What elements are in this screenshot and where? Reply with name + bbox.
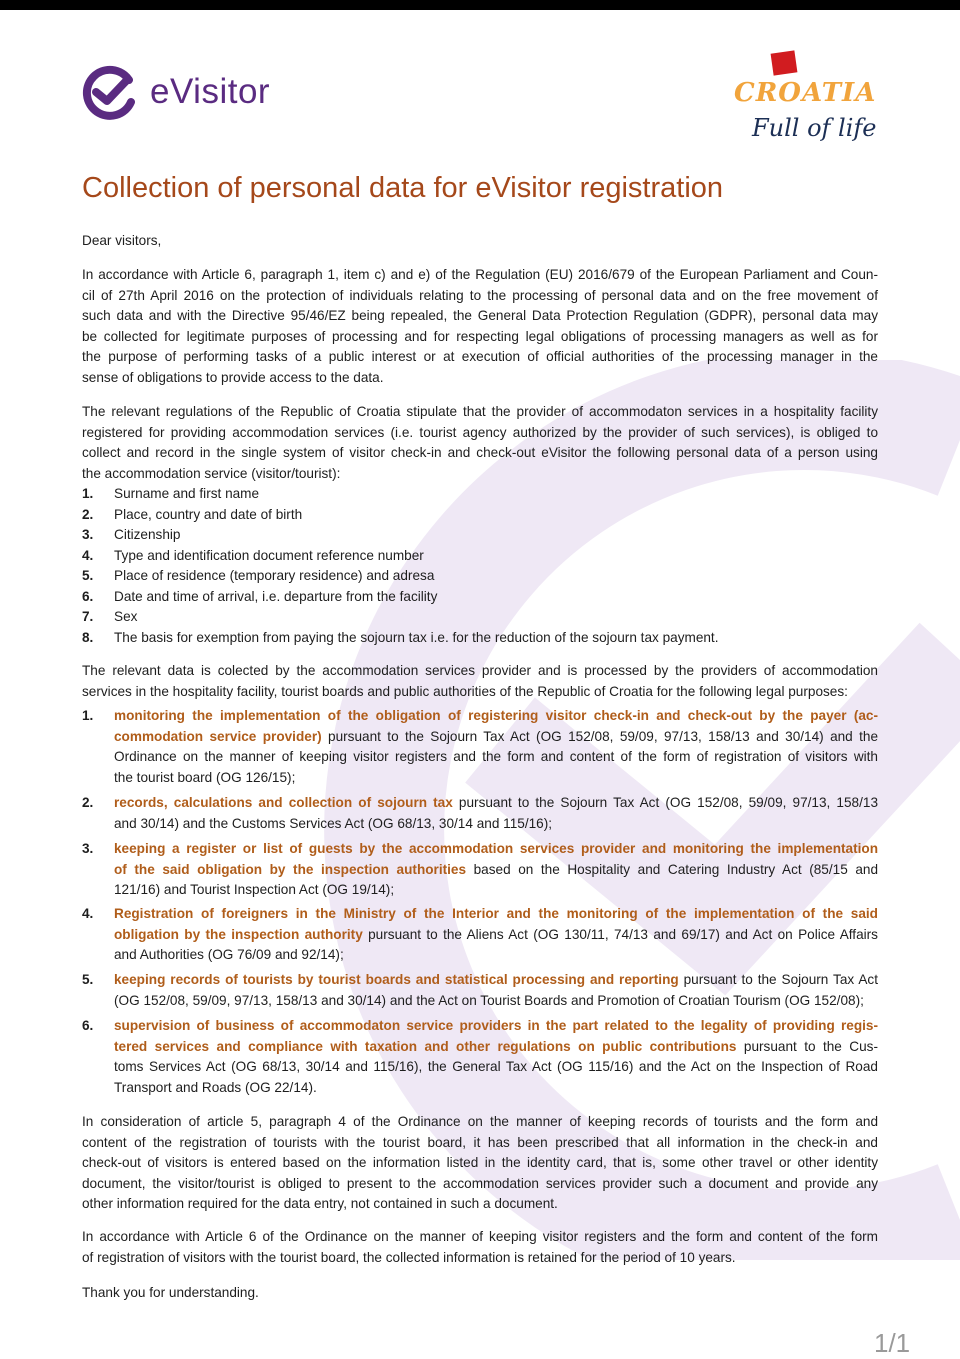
text-line: content of the registration of tourists with the tourist board, it has been prescribed that all information in the check-in and [82,1134,878,1150]
list-item-number: 2. [82,506,94,522]
highlighted-purpose: keeping records of tourists by tourist boards and statistical processing and reporting [114,972,679,987]
purpose-text [114,793,878,834]
list-item-number: 5. [82,568,94,583]
text-line: other information required for the data entry, not contained in such a document. [82,1196,558,1211]
purpose-legal-basis: pursuant to the Sojourn Tax Act (OG 152/08, 59/09, 97/13, 158/13 [452,795,879,810]
purpose-text [114,706,878,788]
list-item-number: 1. [82,486,94,501]
text-line [114,904,878,925]
list-item-text: Type and identification document reference number [114,547,424,563]
purpose-number: 3. [82,841,94,856]
text-line: document, the visitor/tourist is obliged to present to the accommodation services provider such a document and provide any [82,1175,878,1191]
evisitor-check-icon [80,62,140,122]
page-indicator: 1/1 [874,1328,911,1358]
purpose-legal-basis: 121/16) and Tourist Inspection Act (OG 19/14); [114,882,395,897]
text-line [114,970,878,991]
text-line: The relevant data is colected by the accommodation services provider and is processed by the providers of accommodation [82,663,878,678]
text-line: check-out of visitors is entered based on the information listed in the identity card, that is, some other travel or other identity [82,1155,878,1170]
list-item-text: Date and time of arrival, i.e. departure from the facility [114,588,438,604]
purpose-number: 6. [82,1018,94,1033]
highlighted-purpose: tered services and compliance with taxation and other regulations on public contributions [114,1038,737,1054]
croatia-logo [730,52,890,152]
purpose-legal-basis: toms Services Act (OG 68/13, 30/14 and 115/16), the General Tax Act (OG 115/16) and the Act on the Inspection of Road [114,1059,878,1074]
closing-text: Thank you for understanding. [82,1285,259,1300]
text-line [114,860,878,881]
highlighted-purpose: records, calculations and collection of sojourn tax [114,795,453,810]
text-line: In accordance with Article 6 of the Ordinance on the manner of keeping visitor registers and the form and content of the form [82,1229,878,1244]
highlighted-purpose: keeping a register or list of guests by the accommodation services provider and monitoring the implementation [114,841,878,856]
purposes-intro-paragraph [82,661,878,702]
purpose-text [114,1016,878,1098]
regulations-paragraph [82,402,878,484]
list-item-text: Place, country and date of birth [114,506,303,522]
intro-paragraph [82,265,878,388]
purpose-legal-basis: and 30/14) and the Customs Services Act (OG 68/13, 30/14 and 115/16); [114,815,553,831]
text-line [114,747,878,768]
text-line: sense of obligations to provide access to the data. [82,369,384,385]
purpose-number: 4. [82,906,94,921]
croatia-logo-square [771,50,798,75]
text-line: collect and record in the single system of visitor check-in and check-out eVisitor the following personal data of a person using [82,445,878,460]
highlighted-purpose: Registration of foreigners in the Ministry of the Interior and the monitoring of the implementation of the said [114,906,878,921]
page-title: Collection of personal data for eVisitor registration [82,172,724,204]
text-line [114,945,878,966]
purpose-text [114,970,878,1011]
purpose-text [114,839,878,901]
purpose-legal-basis: pursuant to the Aliens Act (OG 130/11, 74/13 and 69/17) and Act on Police Affairs [362,926,878,942]
text-line [114,991,878,1012]
text-line: registered for providing accommodation services (i.e. tourist agency authorized by the provider of such services), is obliged to [82,424,878,440]
text-line: be collected for legitimate purposes of processing and for respecting legal obligations of processing managers as well as for [82,328,878,344]
text-line [114,1078,878,1099]
text-line: such data and with the Directive 95/46/EZ being repealed, the General Data Protection Regulation (GDPR), personal data may [82,308,878,323]
evisitor-logo [80,60,280,124]
list-item-number: 8. [82,629,94,645]
list-item-text: Sex [114,609,138,624]
text-line [114,706,878,727]
purpose-legal-basis: pursuant to the Sojourn Tax Act (OG 152/08, 59/09, 97/13, 158/13 and 30/14) and the [321,728,879,744]
highlighted-purpose: monitoring the implementation of the obligation of registering visitor check-in and check-out by the payer (ac- [114,708,878,723]
greeting: Dear visitors, [82,233,162,248]
text-line [114,1057,878,1078]
purpose-legal-basis: Transport and Roads (OG 22/14). [114,1079,317,1095]
retention-paragraph [82,1227,878,1268]
purpose-legal-basis: based on the Hospitality and Catering Industry Act (85/15 and [466,861,879,877]
list-item-text: Place of residence (temporary residence) and adresa [114,568,435,583]
purpose-legal-basis: pursuant to the Sojourn Tax Act [678,972,878,987]
consideration-paragraph [82,1112,878,1215]
text-line [114,839,878,860]
list-item-text: Citizenship [114,527,181,542]
purpose-number: 2. [82,795,94,810]
text-line: the purpose of performing tasks of a public interest or at execution of official authorities of the processing manager in the [82,349,878,364]
purpose-legal-basis: Ordinance on the manner of keeping visitor registers and the form and content of the form of registration of visitors with [114,749,878,764]
text-line: services in the hospitality facility, tourist boards and public authorities of the Republic of Croatia for the following legal purposes: [82,683,848,699]
text-line [114,814,878,835]
text-line: The relevant regulations of the Republic of Croatia stipulate that the provider of accommodaton services in a hospitality facility [82,404,878,419]
text-line: cil of 27th April 2016 on the protection of individuals relating to the processing of personal data and on the free movement of [82,287,878,303]
text-line [114,768,878,789]
purpose-text [114,904,878,966]
text-line [114,925,878,946]
purpose-legal-basis: and Authorities (OG 76/09 and 92/14); [114,947,344,962]
highlighted-purpose: commodation service provider) [114,728,322,744]
text-line: of registration of visitors with the tourist board, the collected information is retained for the period of 10 years. [82,1249,736,1265]
highlighted-purpose: supervision of business of accommodaton service providers in the part related to the legality of providing regis- [114,1018,878,1033]
text-line: In consideration of article 5, paragraph 4 of the Ordinance on the manner of keeping records of tourists and the form and [82,1114,878,1129]
highlighted-purpose: of the said obligation by the inspection authorities [114,861,467,877]
list-item-text: The basis for exemption from paying the sojourn tax i.e. for the reduction of the sojourn tax payment. [114,629,719,645]
purpose-legal-basis: (OG 152/08, 59/09, 97/13, 158/13 and 30/14) and the Act on Tourist Boards and Promotion of Croatian Tourism (OG 152/08); [114,992,864,1008]
list-item-text: Surname and first name [114,486,260,501]
text-line [114,1037,878,1058]
text-line [114,880,878,901]
brand-name: eVisitor [150,72,271,111]
text-line [114,793,878,814]
purpose-legal-basis: the tourist board (OG 126/15); [114,769,296,785]
list-item-number: 6. [82,588,94,604]
purpose-number: 5. [82,972,94,987]
list-item-number: 7. [82,609,94,624]
list-item-number: 3. [82,527,94,542]
purpose-number: 1. [82,708,94,723]
croatia-logo-slogan: Full of life [752,114,877,142]
text-line: In accordance with Article 6, paragraph 1, item c) and e) of the Regulation (EU) 2016/679 of the European Parliament and Coun- [82,267,878,282]
text-line [114,1016,878,1037]
croatia-logo-word: CROATIA [734,78,877,108]
purpose-legal-basis: pursuant to the Cus- [736,1038,878,1054]
text-line: the accommodation service (visitor/tourist): [82,465,341,481]
list-item-number: 4. [82,547,94,563]
highlighted-purpose: obligation by the inspection authority [114,926,363,942]
text-line [114,727,878,748]
